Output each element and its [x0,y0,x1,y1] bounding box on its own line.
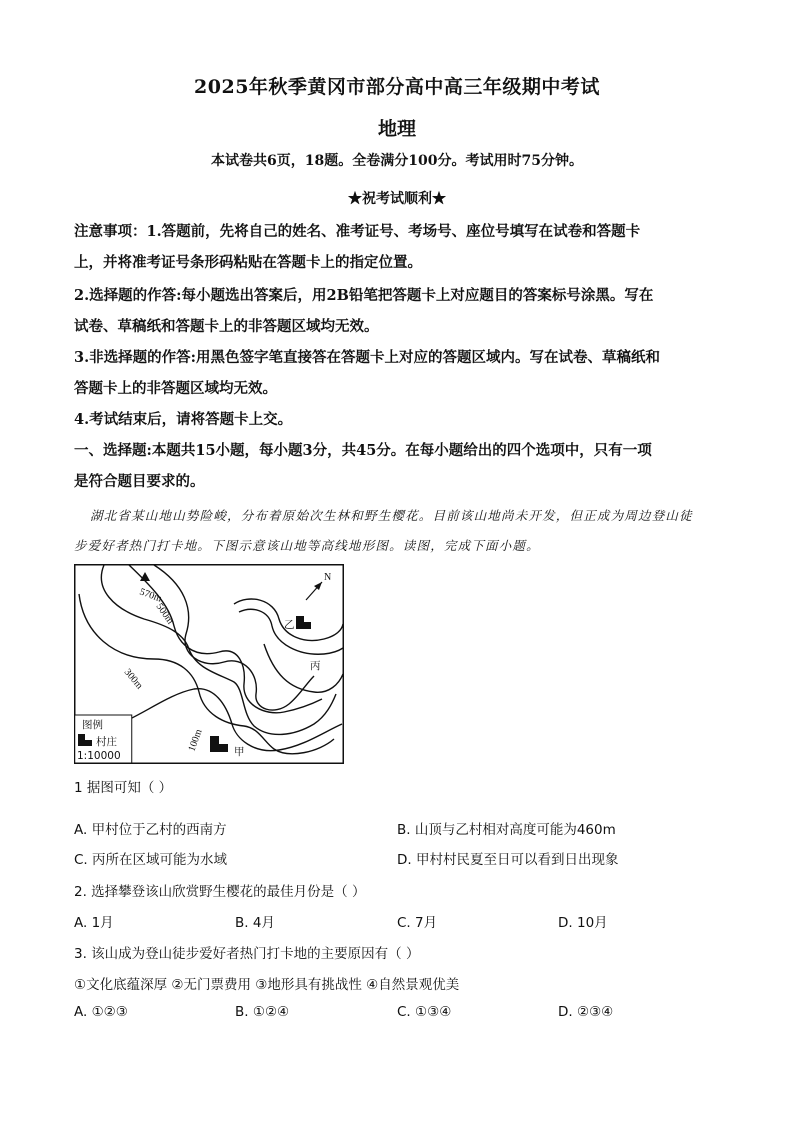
north-label: N [324,572,332,583]
notes-line-1: 注意事项：1.答题前，先将自己的姓名、准考证号、考场号、座位号填写在试卷和答题卡 [74,223,641,240]
contour-map-svg [74,564,344,764]
passage-line-2: 步爱好者热门打卡地。下图示意该山地等高线地形图。读图，完成下面小题。 [74,538,540,553]
notes-line-5: 3.非选择题的作答:用黑色签字笔直接答在答题卡上对应的答题区域内。写在试卷、草稿纸和 [74,349,660,366]
question-1-option-b: B. 山顶与乙村相对高度可能为460m [397,822,616,838]
contour-label-300: 300m [121,666,145,692]
notes-line-2: 上，并将准考证号条形码粘贴在答题卡上的指定位置。 [74,254,422,271]
area-label-bing: 丙 [310,660,321,672]
legend-title: 图例 [82,719,103,731]
question-3-option-b: B. ①②④ [235,1004,290,1020]
question-2-option-c: C. 7月 [397,915,438,931]
exam-wish: ★祝考试顺利★ [348,191,446,207]
question-1-stem: 1 据图可知（ ） [74,780,173,796]
contour-label-500: 500m [153,601,176,627]
question-3-option-c: C. ①③④ [397,1004,452,1020]
question-2-option-b: B. 4月 [235,915,275,931]
contour-label-100: 100m [186,727,205,754]
section-heading-line-2: 是符合题目要求的。 [74,473,205,490]
contour-label-570: 570m [137,586,164,605]
legend-village-label: 村庄 [96,736,117,748]
section-heading-line-1: 一、选择题:本题共15小题，每小题3分，共45分。在每小题给出的四个选项中，只有一项 [74,442,652,459]
village-label-yi: 乙 [284,619,295,631]
contour-map [74,564,344,764]
question-1-option-c: C. 丙所在区域可能为水域 [74,852,228,868]
question-3-option-a: A. ①②③ [74,1004,128,1020]
notes-line-7: 4.考试结束后，请将答题卡上交。 [74,411,293,428]
question-2-option-d: D. 10月 [558,915,608,931]
question-3-option-d: D. ②③④ [558,1004,614,1020]
question-3-stem: 3. 该山成为登山徒步爱好者热门打卡地的主要原因有（ ） [74,946,420,962]
map-scale: 1:10000 [77,750,121,762]
exam-subject: 地理 [377,118,416,140]
notes-line-3: 2.选择题的作答:每小题选出答案后，用2B铅笔把答题卡上对应题目的答案标号涂黑。写在 [74,287,654,304]
passage-line-1: 湖北省某山地山势险峻，分布着原始次生林和野生樱花。目前该山地尚未开发，但正成为周边登山徒 [90,508,693,523]
village-label-jia: 甲 [234,746,245,758]
notes-line-4: 试卷、草稿纸和答题卡上的非答题区域均无效。 [74,318,379,335]
exam-info: 本试卷共6页，18题。全卷满分100分。考试用时75分钟。 [211,153,583,169]
question-3-statements: ①文化底蕴深厚 ②无门票费用 ③地形具有挑战性 ④自然景观优美 [74,977,460,993]
question-1-option-d: D. 甲村村民夏至日可以看到日出现象 [397,852,619,868]
question-2-option-a: A. 1月 [74,915,114,931]
exam-title: 2025年秋季黄冈市部分高中高三年级期中考试 [194,76,600,98]
question-1-option-a: A. 甲村位于乙村的西南方 [74,822,227,838]
question-2-stem: 2. 选择攀登该山欣赏野生樱花的最佳月份是（ ） [74,884,366,900]
notes-line-6: 答题卡上的非答题区域均无效。 [74,380,277,397]
